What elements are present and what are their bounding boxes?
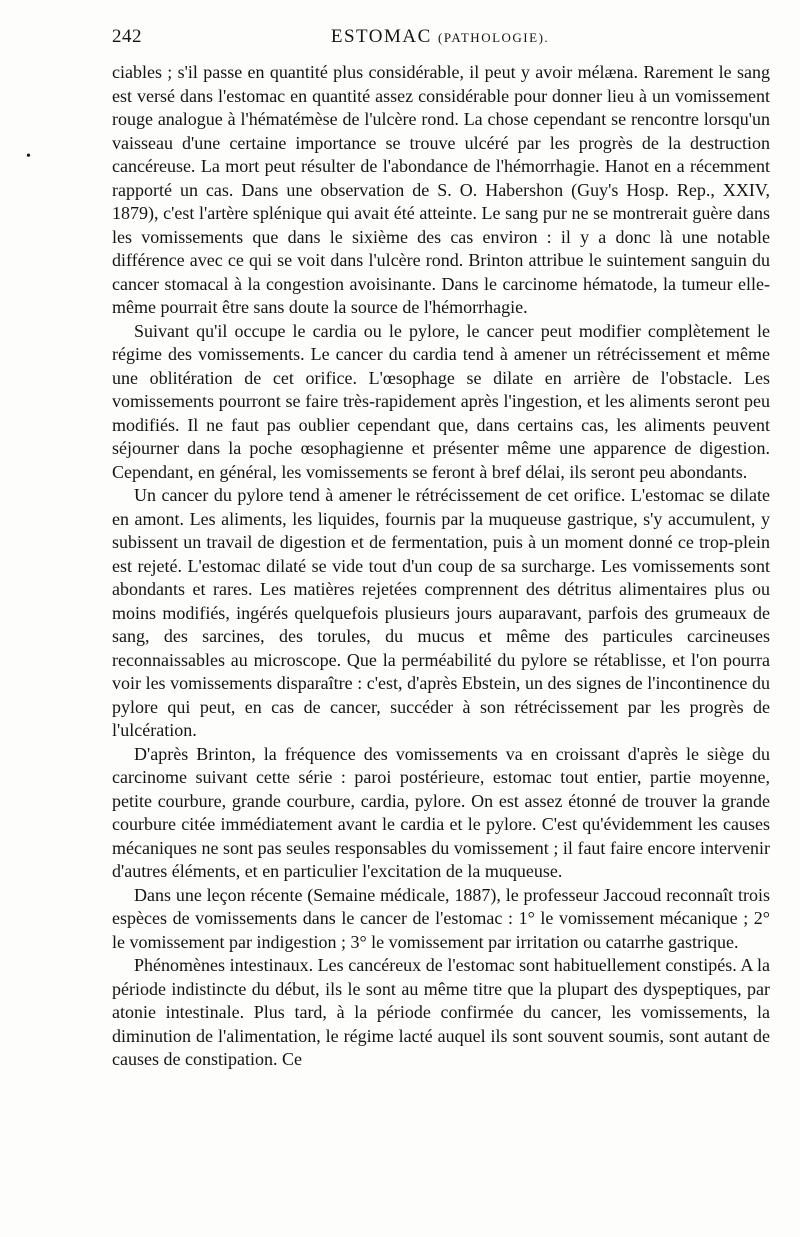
- running-header: [112, 22, 768, 52]
- body-text: [112, 61, 770, 1072]
- paragraph: Phénomènes intestinaux. Les cancéreux de l'estomac sont habituellement constipés. A la période indistincte du début, ils le sont au même titre que la plupart des dyspeptiques, par atonie intestinale. Plus tard, à la période confirmée du cancer, les vomissements, la diminution de l'alimentation, le régime lacté auquel ils sont souvent soumis, sont autant de causes de constipation. Ce: [112, 955, 770, 1069]
- running-title-subtitle: (PATHOLOGIE).: [438, 30, 550, 45]
- paragraph: Suivant qu'il occupe le cardia ou le pylore, le cancer peut modifier complètement le régime des vomissements. Le cancer du cardia tend à amener un rétrécissement et même une oblitération de cet orifice. L'œsophage se dilate en arrière de l'obstacle. Les vomissements pourront se faire très-rapidement après l'ingestion, et les aliments seront peu modifiés. Il ne faut pas oublier cependant que, dans certains cas, les aliments peuvent séjourner dans la poche œsophagienne et présenter même une apparence de digestion. Cependant, en général, les vomissements se feront à bref délai, ils seront peu abondants.: [112, 320, 770, 482]
- paragraph: D'après Brinton, la fréquence des vomissements va en croissant d'après le siège du carcinome suivant cette série : paroi postérieure, estomac tout entier, partie moyenne, petite courbure, grande courbure, cardia, pylore. On est assez étonné de trouver la grande courbure citée immédiatement avant le cardia et le pylore. C'est qu'évidemment les causes mécaniques ne sont pas seules responsables du vomissement ; il faut faire encore intervenir d'autres éléments, et en particulier l'excitation de la muqueuse.: [112, 743, 770, 881]
- running-title-main: ESTOMAC: [330, 26, 432, 47]
- paragraph: Un cancer du pylore tend à amener le rétrécissement de cet orifice. L'estomac se dilate en amont. Les aliments, les liquides, fournis par la muqueuse gastrique, s'y accumulent, y subissent un travail de digestion et de fermentation, puis à un moment donné ce trop-plein est rejeté. L'estomac dilaté se vide tout d'un coup de sa surcharge. Les vomissements sont abondants et rares. Les matières rejetées comprennent des détritus alimentaires plus ou moins modifiés, ingérés quelquefois plusieurs jours auparavant, parfois des grumeaux de sang, des sarcines, des torules, du mucus et même des particules carcineuses reconnaissables au microscope. Que la perméabilité du pylore se rétablisse, et l'on pourra voir les vomissements disparaître : c'est, d'après Ebstein, un des signes de l'incontinence du pylore qui peut, en cas de cancer, succéder à son rétrécissement par les progrès de l'ulcération.: [112, 485, 770, 740]
- paragraph: ciables ; s'il passe en quantité plus considérable, il peut y avoir mélæna. Rarement le sang est versé dans l'estomac en quantité assez considérable pour donner lieu à un vomissement rouge analogue à l'hématémèse de l'ulcère rond. La chose cependant se rencontre lorsqu'un vaisseau d'une certaine importance se trouve ulcéré par les progrès de la destruction cancéreuse. La mort peut résulter de l'abondance de l'hémorrhagie. Hanot en a récemment rapporté un cas. Dans une observation de S. O. Habershon (Guy's Hosp. Rep., XXIV, 1879), c'est l'artère splénique qui avait été atteinte. Le sang pur ne se montrerait guère dans les vomissements que dans le sixième des cas environ : il y a donc là une notable différence avec ce qui se voit dans l'ulcère rond. Brinton attribue le suintement sanguin du cancer stomacal à la congestion avoisinante. Dans le carcinome hématode, la tumeur elle-même pourrait être sans doute la source de l'hémorrhagie.: [112, 62, 770, 317]
- margin-mark: •: [26, 149, 31, 164]
- paragraph: Dans une leçon récente (Semaine médicale, 1887), le professeur Jaccoud reconnaît trois espèces de vomissements dans le cancer de l'estomac : 1° le vomissement mécanique ; 2° le vomissement par indigestion ; 3° le vomissement par irritation ou catarrhe gastrique.: [112, 884, 770, 952]
- page-number: 242: [112, 26, 142, 47]
- running-title: [112, 26, 768, 48]
